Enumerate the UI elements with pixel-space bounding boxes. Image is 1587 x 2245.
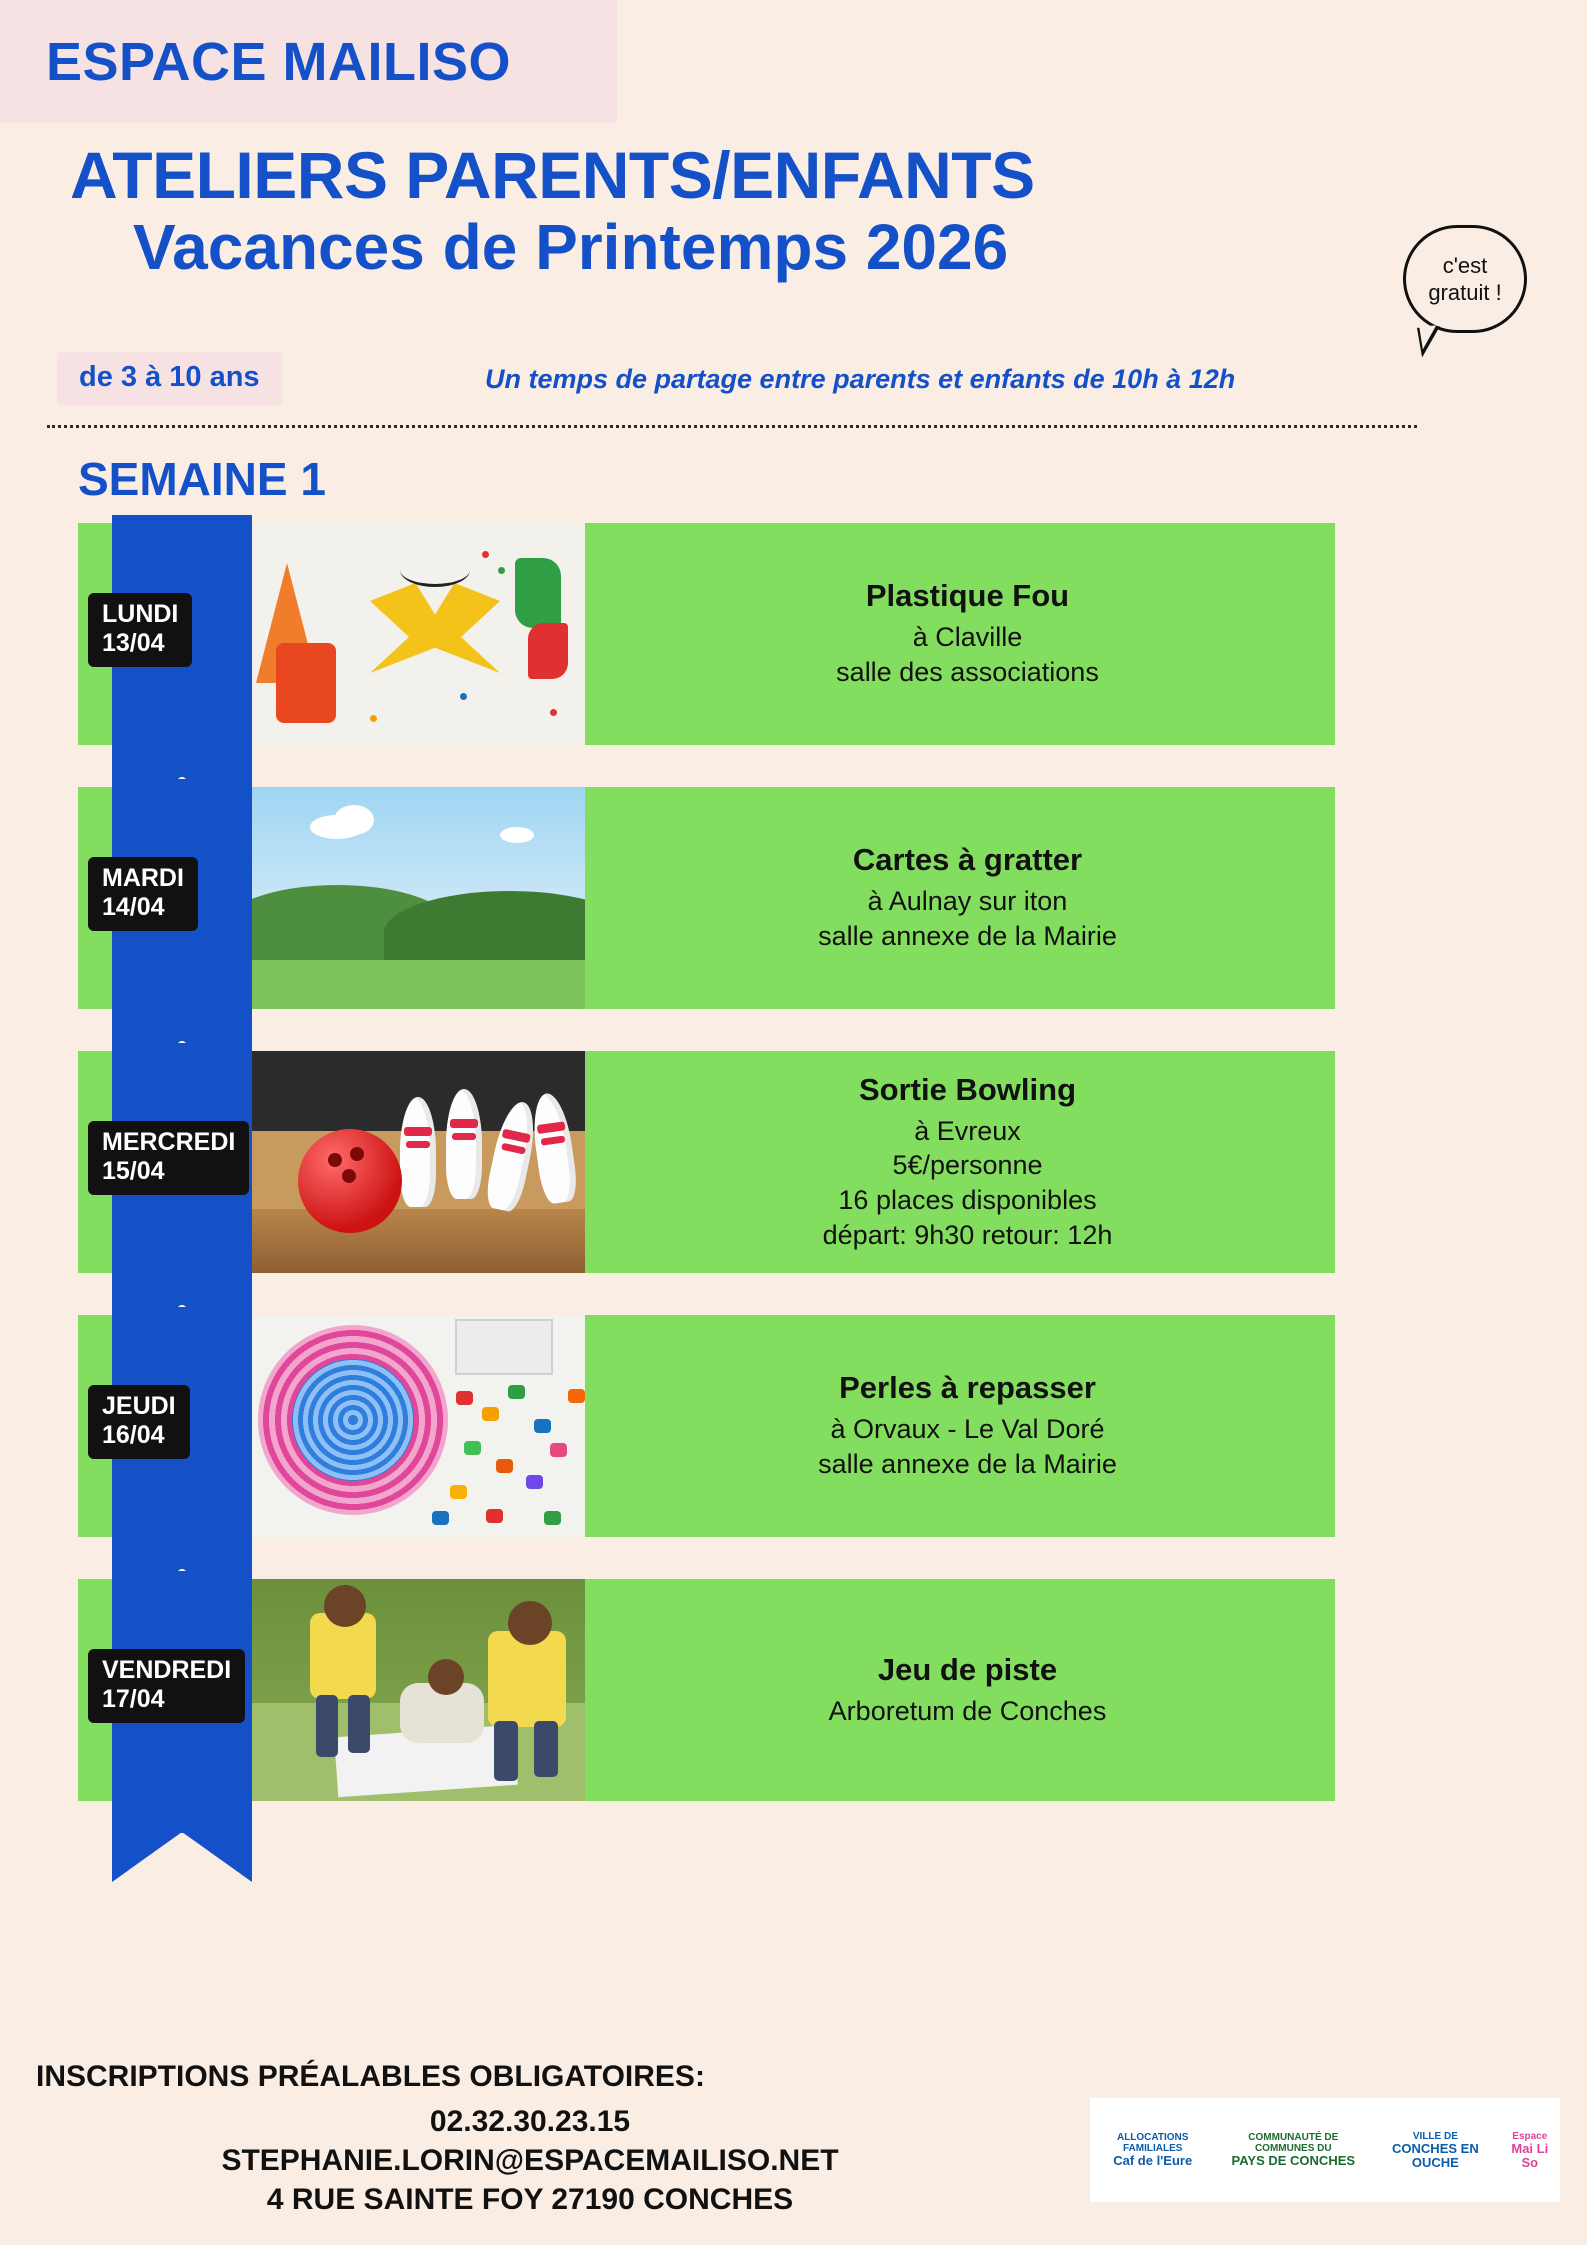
activity-title: Sortie Bowling <box>859 1071 1076 1107</box>
tagline: Un temps de partage entre parents et enfants de 10h à 12h <box>485 364 1236 394</box>
free-speech-bubble <box>1403 225 1527 333</box>
contact-email[interactable]: STEPHANIE.LORIN@ESPACEMAILISO.NET <box>221 2144 839 2177</box>
age-range-chip: de 3 à 10 ans <box>57 352 282 405</box>
day-name: JEUDI <box>102 1392 176 1420</box>
day-name: MERCREDI <box>102 1128 236 1156</box>
activity-line: à Evreux <box>914 1115 1021 1146</box>
ville-de-conches-en-ouche-logo: VILLE DE CONCHES EN OUCHE <box>1392 2130 1479 2170</box>
day-date: 14/04 <box>102 892 165 921</box>
day-name: VENDREDI <box>102 1656 232 1684</box>
bubble-line-1: c'est <box>1442 252 1488 278</box>
schedule-row <box>0 1051 1587 1273</box>
activity-photo <box>250 1315 585 1537</box>
contact-address: 4 RUE SAINTE FOY 27190 CONCHES <box>266 2183 794 2216</box>
contact-phone[interactable]: 02.32.30.23.15 <box>429 2105 631 2138</box>
bowling-ball-and-pins-photo <box>250 1051 585 1273</box>
activity-line: à Claville <box>912 622 1023 653</box>
day-badge <box>88 1385 190 1459</box>
activity-photo <box>250 1579 585 1801</box>
activity-line: 16 places disponibles <box>838 1185 1097 1215</box>
activity-text <box>600 787 1335 1009</box>
activity-line: à Aulnay sur iton <box>867 886 1068 917</box>
children-outdoor-activity-photo <box>250 1579 585 1801</box>
green-hills-landscape-photo <box>250 787 585 1009</box>
activity-text <box>600 1051 1335 1273</box>
day-name: MARDI <box>102 864 184 892</box>
brand-title: ESPACE MAILISO <box>46 31 512 92</box>
schedule-row <box>0 523 1587 745</box>
brand-chip <box>0 0 617 123</box>
activity-line: salle annexe de la Mairie <box>818 1449 1117 1479</box>
day-date: 16/04 <box>102 1420 165 1449</box>
partner-logos <box>1090 2098 1560 2202</box>
dotted-divider <box>47 425 1417 428</box>
bubble-line-2: gratuit ! <box>1428 280 1502 305</box>
activity-line: salle des associations <box>836 657 1099 687</box>
fuse-beads-photo <box>250 1315 585 1537</box>
activity-title: Plastique Fou <box>865 578 1070 614</box>
title-block <box>0 140 1587 282</box>
schedule-row <box>0 1315 1587 1537</box>
day-badge <box>88 857 198 931</box>
pays-de-conches-logo: COMMUNAUTÉ DE COMMUNES DU PAYS DE CONCHES <box>1231 2132 1356 2169</box>
activity-title: Cartes à gratter <box>852 842 1083 878</box>
activity-photo <box>250 787 585 1009</box>
page-subtitle: Vacances de Printemps 2026 <box>133 211 1009 284</box>
activity-title: Perles à repasser <box>839 1370 1096 1406</box>
melted-plastic-jewellery-photo <box>250 523 585 745</box>
activity-line: Arboretum de Conches <box>828 1695 1107 1726</box>
contact-block <box>0 2102 1060 2219</box>
activity-photo <box>250 523 585 745</box>
day-name: LUNDI <box>102 600 179 628</box>
schedule-list <box>0 523 1587 1843</box>
schedule-row <box>0 1579 1587 1801</box>
page-title: ATELIERS PARENTS/ENFANTS <box>70 138 1035 212</box>
caf-logo: ALLOCATIONS FAMILIALES Caf de l'Eure <box>1113 2132 1193 2169</box>
week-heading: SEMAINE 1 <box>78 453 326 505</box>
day-badge <box>88 1649 245 1723</box>
day-date: 15/04 <box>102 1156 165 1185</box>
day-badge <box>88 1121 249 1195</box>
activity-line: salle annexe de la Mairie <box>818 921 1117 951</box>
activity-line: départ: 9h30 retour: 12h <box>822 1219 1113 1250</box>
bubble-tail-inner-icon <box>1419 325 1438 349</box>
registration-headline: INSCRIPTIONS PRÉALABLES OBLIGATOIRES: <box>36 2060 705 2093</box>
activity-photo <box>250 1051 585 1273</box>
day-date: 17/04 <box>102 1684 165 1713</box>
activity-title: Jeu de piste <box>877 1651 1058 1687</box>
activity-line: à Orvaux - Le Val Doré <box>830 1414 1105 1445</box>
day-date: 13/04 <box>102 628 165 657</box>
activity-text <box>600 523 1335 745</box>
schedule-row <box>0 787 1587 1009</box>
day-badge <box>88 593 192 667</box>
espace-mailiso-logo: Espace Mai Li So <box>1511 2130 1549 2170</box>
activity-text <box>600 1315 1335 1537</box>
activity-text <box>600 1579 1335 1801</box>
activity-line: 5€/personne <box>892 1150 1043 1181</box>
